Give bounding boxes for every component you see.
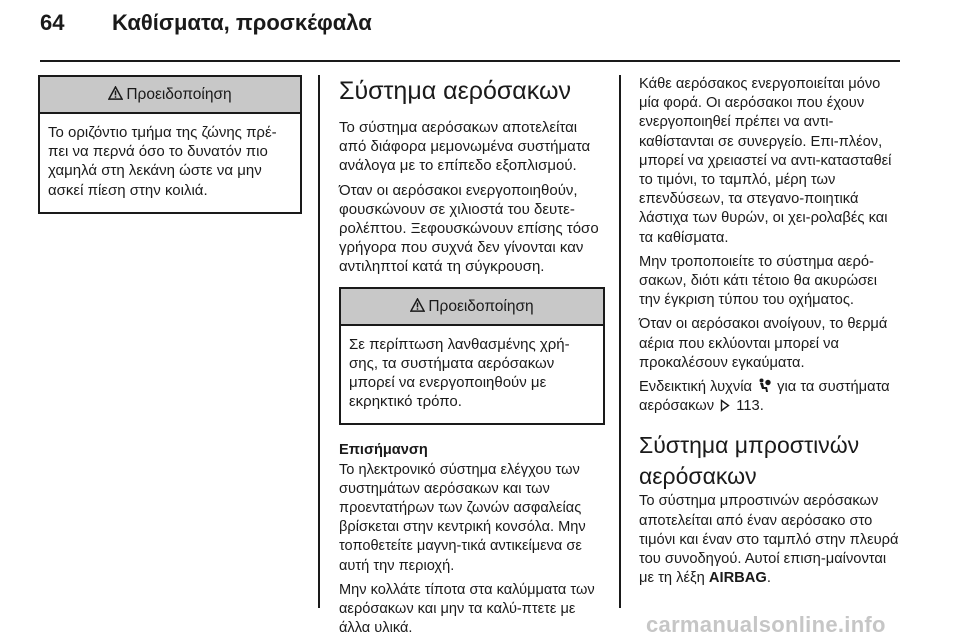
column-divider-left: [318, 75, 320, 608]
paragraph-single-activation: Κάθε αερόσακος ενεργοποιείται μόνο μία φορά. Οι αερόσακοι που έχουν ενεργοποιηθεί πρέπει να αντι-καθίστανται σε συνεργείο. Επι-πλέον, μπορεί να χρειαστεί να αντι-κατασταθεί το τιμόνι, το ταμπλό, μέρη των επενδύσεων, τα στεγανο-ποιητικά λάστιχα των θυρών, οι χει-ρολαβές και τα καθίσματα.: [639, 76, 892, 246]
section-title-airbag-system: Σύστημα αερόσακων: [339, 77, 571, 105]
paragraph-do-not-cover: Μην κολλάτε τίποτα στα καλύμματα των αερόσακων και μην τα καλύ-πτετε με άλλα υλικά.: [339, 581, 595, 637]
paragraph-airbag-intro: Το σύστημα αερόσακων αποτελείται από διάφορα μεμονωμένα συστήματα ανάλογα με το επίπεδο εξοπλισμού.: [339, 119, 591, 175]
paragraph-hot-gases: Όταν οι αερόσακοι ανοίγουν, το θερμά αέρια που εκλύονται μπορεί να προκαλέσουν εγκαύματα.: [639, 316, 888, 371]
warning-box-misuse: [339, 287, 605, 426]
paragraph-indicator-lamp: Ενδεικτική λυχνία για τα συστήματα αερόσακων 113.: [639, 379, 890, 415]
chapter-title: Καθίσματα, προσκέφαλα: [112, 10, 372, 35]
warning-box-seatbelt: [38, 75, 302, 214]
warning-header: [341, 289, 603, 326]
page-reference: 113.: [736, 398, 764, 415]
airbag-warning-lamp-icon: [758, 378, 771, 393]
paragraph-airbag-inflation: Όταν οι αερόσακοι ενεργοποιηθούν, φουσκώνουν σε χιλιοστά του δευτε-ρολέπτου. Ξεφουσκώνουν επίσης τόσο γρήγορα που συχνά δεν γίνονται καν αντιληπτοί κατά τη σύγκρουση.: [339, 181, 599, 276]
note-block: [339, 441, 605, 638]
paragraph-no-modification: Μην τροποποιείτε το σύστημα αερό-σακων, διότι κάτι τέτοιο θα ακυρώσει την έγκριση τύπου του οχήματος.: [639, 253, 877, 309]
note-title: Επισήμανση: [339, 442, 428, 459]
warning-triangle-icon: [108, 86, 123, 100]
page-reference-arrow-icon: [720, 399, 730, 412]
warning-text: Σε περίπτωση λανθασμένης χρή-σης, τα συστήματα αερόσακων μπορεί να ενεργοποιηθούν με εκρηκτικό τρόπο.: [349, 335, 570, 411]
right-column: [639, 75, 901, 593]
warning-header: [40, 77, 300, 114]
left-column: [38, 75, 302, 214]
page-number: 64: [40, 10, 65, 35]
note-text: Το ηλεκτρονικό σύστημα ελέγχου των συστημάτων αερόσακων και των προεντατήρων των ζωνών ασφαλείας βρίσκεται στην κεντρική κονσόλα. Μην τοποθετείτε μαγνη-τικά αντικείμενα σε αυτή την περιοχή.: [339, 461, 586, 574]
page-header: [40, 10, 372, 36]
warning-triangle-icon: [410, 298, 425, 312]
warning-text: Το οριζόντιο τμήμα της ζώνης πρέ-πει να περνά όσο το δυνατόν πιο χαμηλά στη λεκάνη ώστε να μην ασκεί πίεση στην κοιλιά.: [48, 124, 277, 199]
paragraph-front-airbags: Το σύστημα μπροστινών αερόσακων αποτελείται από έναν αερόσακο στο τιμόνι και έναν στο ταμπλό στην πλευρά του συνοδηγού. Αυτοί επιση-μαίνονται με τη λέξη AIRBAG.: [639, 493, 899, 587]
airbag-label: AIRBAG: [708, 570, 767, 587]
watermark: carmanualsonline.info: [646, 612, 886, 637]
section-title-front-airbags: Σύστημα μπροστινών αερόσακων: [639, 432, 860, 490]
warning-title: Προειδοποίηση: [126, 86, 232, 103]
header-divider: [40, 60, 900, 62]
column-divider-right: [619, 75, 621, 608]
middle-column: [339, 76, 605, 642]
warning-title: Προειδοποίηση: [428, 297, 534, 315]
